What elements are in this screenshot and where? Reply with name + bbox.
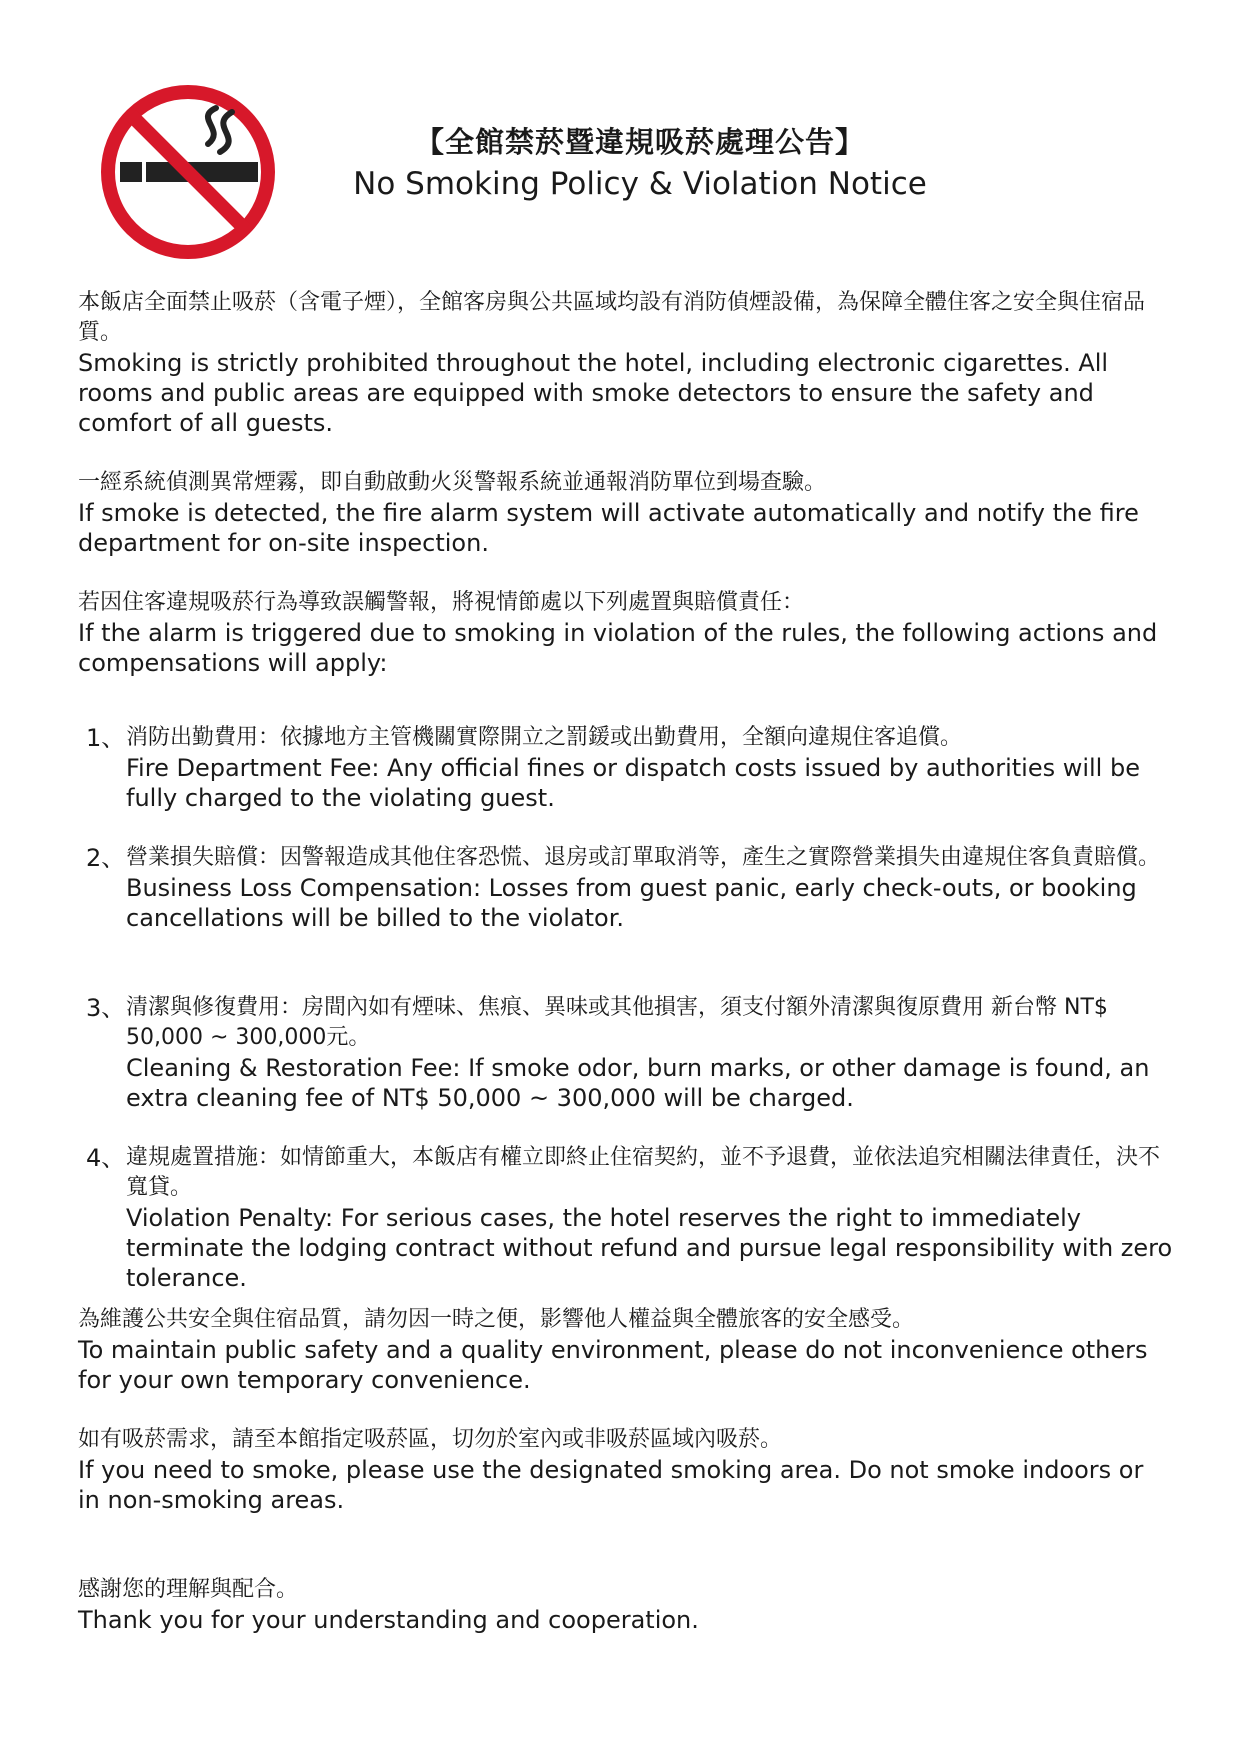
consequence-paragraph	[78, 588, 1168, 678]
consequence-chinese: 若因住客違規吸菸行為導致誤觸警報，將視情節處以下列處置與賠償責任：	[78, 590, 805, 615]
notice-title	[330, 122, 950, 206]
list-item-business-loss	[86, 843, 1176, 933]
maintain-chinese: 為維護公共安全與住宿品質，請勿因一時之便，影響他人權益與全體旅客的安全感受。	[78, 1307, 915, 1332]
no-smoking-icon	[98, 82, 278, 262]
item-number: 4、	[86, 1144, 126, 1172]
item-chinese: 違規處置措施：如情節重大，本飯店有權立即終止住宿契約，並不予退費，並依法追究相關法律責任，決不寬貸。	[126, 1145, 1161, 1200]
item-english: Violation Penalty: For serious cases, the hotel reserves the right to immediately terminate the lodging contract without refund and pursue legal responsibility with zero tolerance.	[126, 1204, 1173, 1292]
item-number: 1、	[86, 724, 126, 752]
intro-paragraph	[78, 288, 1168, 438]
title-english: No Smoking Policy & Violation Notice	[353, 166, 927, 202]
item-chinese: 清潔與修復費用：房間內如有煙味、焦痕、異味或其他損害，須支付額外清潔與復原費用 新台幣 NT$ 50,000 ~ 300,000元。	[126, 995, 1108, 1050]
thanks-paragraph	[78, 1575, 1168, 1635]
item-chinese: 營業損失賠償：因警報造成其他住客恐慌、退房或訂單取消等，產生之實際營業損失由違規住客負責賠償。	[126, 845, 1161, 870]
list-item-cleaning-fee	[86, 993, 1176, 1113]
maintain-paragraph	[78, 1305, 1168, 1395]
detection-english: If smoke is detected, the fire alarm system will activate automatically and notify the fire department for on-site inspection.	[78, 499, 1139, 557]
consequence-english: If the alarm is triggered due to smoking in violation of the rules, the following actions and compensations will apply:	[78, 619, 1158, 677]
smoking-area-paragraph	[78, 1425, 1168, 1515]
item-number: 2、	[86, 844, 126, 872]
maintain-english: To maintain public safety and a quality environment, please do not inconvenience others for your own temporary convenience.	[78, 1336, 1148, 1394]
intro-english: Smoking is strictly prohibited throughout the hotel, including electronic cigarettes. All rooms and public areas are equipped with smoke detectors to ensure the safety and comfort of all guests.	[78, 349, 1109, 437]
title-chinese: 【全館禁菸暨違規吸菸處理公告】	[414, 125, 865, 159]
smoking-area-english: If you need to smoke, please use the designated smoking area. Do not smoke indoors or in non-smoking areas.	[78, 1456, 1144, 1514]
detection-chinese: 一經系統偵測異常煙霧，即自動啟動火災警報系統並通報消防單位到場查驗。	[78, 470, 827, 495]
item-english: Cleaning & Restoration Fee: If smoke odor, burn marks, or other damage is found, an extra cleaning fee of NT$ 50,000 ~ 300,000 will be charged.	[126, 1054, 1150, 1112]
list-item-fire-fee	[86, 723, 1176, 813]
item-number: 3、	[86, 994, 126, 1022]
intro-chinese: 本飯店全面禁止吸菸（含電子煙），全館客房與公共區域均設有消防偵煙設備，為保障全體住客之安全與住宿品質。	[78, 290, 1146, 345]
detection-paragraph	[78, 468, 1168, 558]
item-english: Fire Department Fee: Any official fines or dispatch costs issued by authorities will be fully charged to the violating guest.	[126, 754, 1140, 812]
list-item-violation-penalty	[86, 1143, 1176, 1293]
item-english: Business Loss Compensation: Losses from guest panic, early check-outs, or booking cancellations will be billed to the violator.	[126, 874, 1137, 932]
smoking-area-chinese: 如有吸菸需求，請至本館指定吸菸區，切勿於室內或非吸菸區域內吸菸。	[78, 1427, 783, 1452]
thanks-english: Thank you for your understanding and cooperation.	[78, 1606, 699, 1634]
thanks-chinese: 感謝您的理解與配合。	[78, 1577, 299, 1602]
item-chinese: 消防出勤費用：依據地方主管機關實際開立之罰鍰或出勤費用，全額向違規住客追償。	[126, 725, 963, 750]
